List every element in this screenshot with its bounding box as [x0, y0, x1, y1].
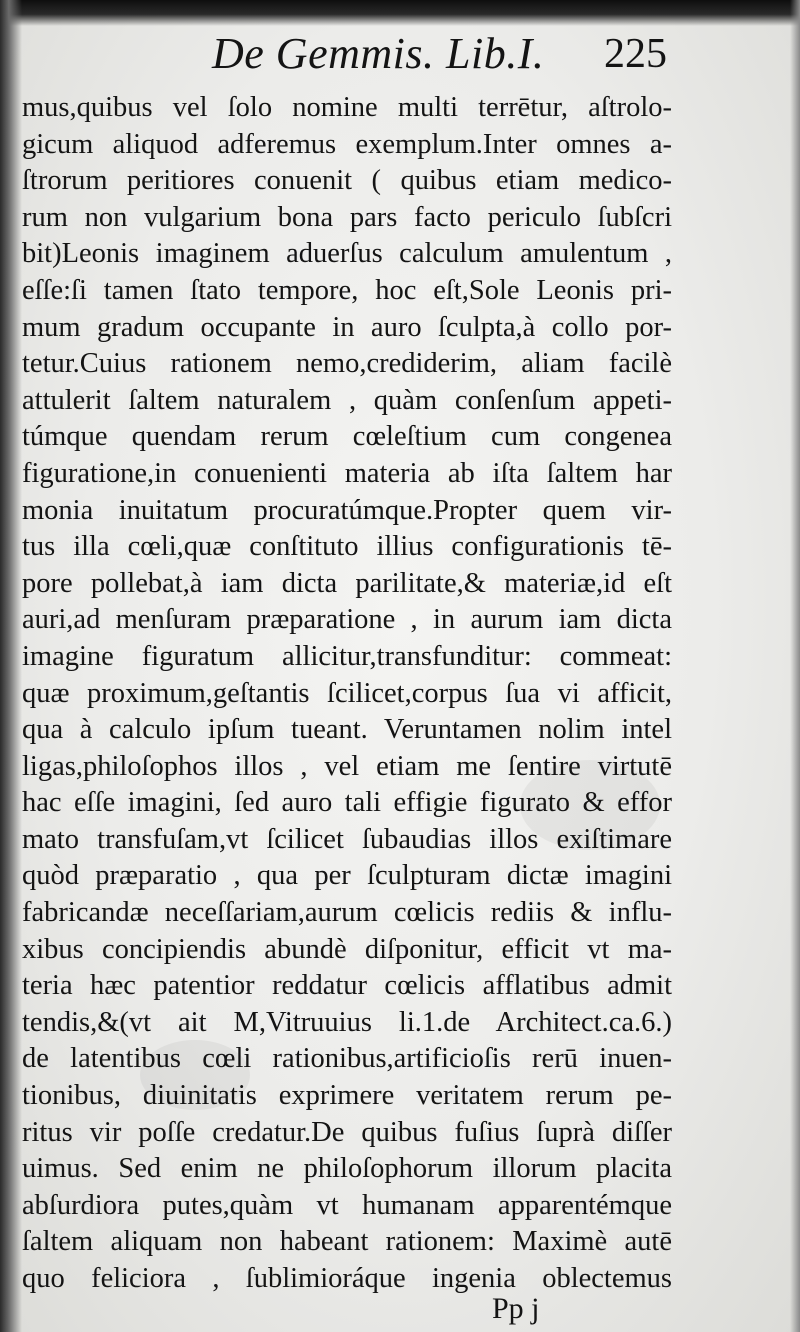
text-line: monia inuitatum procuratúmque.Propter quem vir-	[22, 494, 672, 526]
body-text	[22, 90, 672, 1298]
text-line: ritus vir poſſe credatur.De quibus fuſius ſuprà diſſer	[22, 1116, 672, 1148]
scan-top-shadow	[0, 0, 800, 26]
text-line: túmque quendam rerum cœleſtium cum congenea	[22, 421, 672, 453]
text-line: attulerit ſaltem naturalem , quàm conſenſum appeti-	[22, 384, 672, 416]
text-line: pore pollebat,à iam dicta parilitate,& materiæ,id eſt	[22, 567, 672, 599]
text-line: qua à calculo ipſum tueant. Veruntamen nolim intel	[22, 714, 672, 746]
text-line: mum gradum occupante in auro ſculpta,à collo por-	[22, 311, 672, 343]
text-line: auri,ad menſuram præparatione , in aurum iam dicta	[22, 604, 672, 636]
text-line: ſaltem aliquam non habeant rationem: Maximè autē	[22, 1226, 672, 1258]
text-line: figuratione,in conuenienti materia ab iſta ſaltem har	[22, 457, 672, 489]
signature-mark: Pp j	[492, 1292, 540, 1325]
text-line: quæ proximum,geſtantis ſcilicet,corpus ſua vi afficit,	[22, 677, 672, 709]
text-line: imagine figuratum allicitur,transfunditur: commeat:	[22, 640, 672, 672]
text-line: tendis,&(vt ait M,Vitruuius li.1.de Architect.ca.6.)	[22, 1006, 672, 1038]
text-line: mus,quibus vel ſolo nomine multi terrētur, aſtrolo-	[22, 92, 672, 123]
text-line: ſtrorum peritiores conuenit ( quibus etiam medico-	[22, 165, 672, 197]
text-line: quo feliciora , ſublimioráque ingenia oblectemus	[22, 1263, 672, 1294]
text-line: quòd præparatio , qua per ſculpturam dictæ imagini	[22, 860, 672, 892]
text-line: ligas,philoſophos illos , vel etiam me ſentire virtutē	[22, 750, 672, 782]
text-line: uimus. Sed enim ne philoſophorum illorum placita	[22, 1153, 672, 1185]
text-line: gicum aliquod adferemus exemplum.Inter omnes a-	[22, 128, 672, 160]
text-line: bit)Leonis imaginem aduerſus calculum amulentum ,	[22, 238, 672, 270]
text-line: rum non vulgarium bona pars facto periculo ſubſcri	[22, 201, 672, 233]
text-line: fabricandæ neceſſariam,aurum cœlicis rediis & influ-	[22, 897, 672, 929]
text-line: hac eſſe imagini, ſed auro tali effigie figurato & effor	[22, 787, 672, 819]
scan-page-edge	[790, 0, 800, 1332]
text-line: xibus concipiendis abundè diſponitur, efficit vt ma-	[22, 933, 672, 965]
running-head	[0, 28, 800, 88]
text-line: tionibus, diuinitatis exprimere veritatem rerum pe-	[22, 1080, 672, 1112]
text-line: eſſe:ſi tamen ſtato tempore, hoc eſt,Sole Leonis pri-	[22, 274, 672, 306]
scan-gutter-shadow	[0, 0, 22, 1332]
text-line: mato transfuſam,vt ſcilicet ſubaudias illos exiſtimare	[22, 823, 672, 855]
text-line: teria hæc patentior reddatur cœlicis afflatibus admit	[22, 970, 672, 1002]
text-line: abſurdiora putes,quàm vt humanam apparentémque	[22, 1189, 672, 1221]
text-line: tus illa cœli,quæ conſtituto illius configurationis tē-	[22, 531, 672, 563]
text-line: de latentibus cœli rationibus,artificioſis rerū inuen-	[22, 1043, 672, 1075]
page-title: De Gemmis. Lib.I.	[212, 29, 545, 78]
page-number: 225	[604, 31, 667, 77]
text-line: tetur.Cuius rationem nemo,crediderim, aliam facilè	[22, 348, 672, 380]
